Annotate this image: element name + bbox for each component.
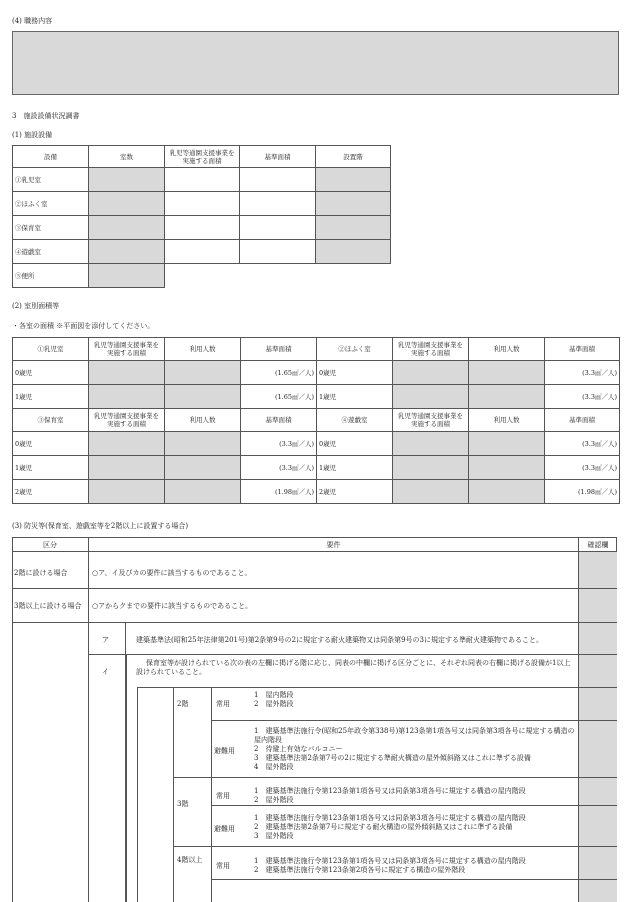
- f2-floor-label: 2階: [177, 700, 189, 708]
- standard-area-value: (3.3㎡／人): [545, 456, 620, 480]
- f2-evac-item: 1 建築基準法施行令(昭和25年政令第338号)第123条第1項各号又は同条第3項各号に規定する構造の屋内階段: [254, 727, 575, 744]
- facilities-cell[interactable]: [89, 264, 165, 288]
- age-label: 1歳児: [13, 385, 89, 409]
- f3-normal-item: 2 屋外階段: [254, 796, 294, 804]
- facilities-cell[interactable]: [316, 192, 391, 216]
- room-title: ①乳児室: [13, 338, 89, 361]
- col-standard-header: 基準面積: [545, 338, 620, 361]
- f3-evac-item: 2 建築基準法第2条第7号に規定する耐火構造の屋外傾斜路又はこれに準ずる設備: [254, 823, 513, 831]
- requirement-i-text: 保育室等が設けられている次の表の左欄に掲げる階に応じ、同表の中欄に掲げる区分ごとに、それぞれ同表の右欄に掲げる設備が1以上設けられていること。: [136, 659, 571, 676]
- standard-area-value: (3.3㎡／人): [545, 361, 620, 385]
- col-users-header: 利用人数: [165, 338, 241, 361]
- facilities-cell[interactable]: [165, 216, 240, 240]
- f2-normal-item: 1 屋内階段: [254, 691, 294, 699]
- f4-normal-label: 常用: [216, 862, 230, 870]
- age-label: 1歳児: [317, 456, 393, 480]
- room-area-heading: (2) 室別面積等: [12, 302, 60, 310]
- area-cell[interactable]: [393, 456, 469, 480]
- facilities-toilet-row: [12, 263, 165, 288]
- area-cell[interactable]: [89, 361, 165, 385]
- facilities-cell[interactable]: [240, 192, 316, 216]
- f4-normal-check-cell[interactable]: [579, 847, 617, 879]
- users-cell[interactable]: [469, 480, 545, 504]
- facilities-cell[interactable]: [316, 216, 391, 240]
- users-cell[interactable]: [469, 385, 545, 409]
- facilities-heading: (1) 施設設備: [12, 131, 53, 139]
- col-area-header: 乳児等通園支援事業を実施する面積: [393, 409, 469, 432]
- standard-area-value: (3.3㎡／人): [241, 432, 317, 456]
- f3-floor-label: 3階: [177, 800, 189, 808]
- facilities-header-equipment: 設備: [13, 146, 89, 168]
- users-cell[interactable]: [469, 456, 545, 480]
- facilities-header-room-count: 室数: [89, 146, 165, 168]
- floor3-check-cell[interactable]: [579, 589, 617, 622]
- facilities-cell[interactable]: [316, 168, 391, 192]
- area-cell[interactable]: [393, 385, 469, 409]
- users-cell[interactable]: [165, 361, 241, 385]
- facilities-cell[interactable]: [240, 168, 316, 192]
- facilities-row-label: ⑤便所: [13, 264, 89, 288]
- age-label: 1歳児: [317, 385, 393, 409]
- fire-header-category: 区分: [43, 541, 57, 549]
- standard-area-value: (1.65㎡／人): [241, 361, 317, 385]
- area-cell[interactable]: [393, 432, 469, 456]
- facilities-header-floor: 設置階: [316, 146, 391, 168]
- requirement-a-text: 建築基準法(昭和25年法律第201号)第2条第9号の2に規定する耐火建築物又は同条第9号の3に規定する準耐火建築物であること。: [136, 636, 543, 644]
- fire-table: [12, 537, 618, 902]
- f4-evac-check-cell[interactable]: [579, 880, 617, 902]
- age-label: 2歳児: [317, 480, 393, 504]
- floor2-text: ○ア、イ及びカの要件に該当するものであること。: [92, 569, 252, 577]
- col-users-header: 利用人数: [469, 409, 545, 432]
- standard-area-value: (1.65㎡／人): [241, 385, 317, 409]
- facilities-cell[interactable]: [89, 216, 165, 240]
- f2-normal-item: 2 屋外階段: [254, 700, 294, 708]
- requirement-a-check-cell[interactable]: [579, 623, 617, 654]
- f2-evac-item: 2 待避上有効なバルコニー: [254, 745, 343, 753]
- standard-area-value: (3.3㎡／人): [545, 385, 620, 409]
- age-label: 1歳児: [13, 456, 89, 480]
- age-label: 2歳児: [13, 480, 89, 504]
- col-standard-header: 基準面積: [241, 409, 317, 432]
- f3-normal-label: 常用: [216, 792, 230, 800]
- facilities-cell[interactable]: [89, 168, 165, 192]
- col-area-header: 乳児等通園支援事業を実施する面積: [89, 338, 165, 361]
- facilities-header-standard-area: 基準面積: [240, 146, 316, 168]
- facilities-cell[interactable]: [165, 168, 240, 192]
- floor2-label: 2階に設ける場合: [14, 569, 68, 577]
- users-cell[interactable]: [165, 432, 241, 456]
- facilities-row-label: ②ほふく室: [13, 192, 89, 216]
- room-area-note: ・各室の面積 ※平面図を添付してください。: [12, 322, 155, 330]
- standard-area-value: (1.98㎡／人): [241, 480, 317, 504]
- f3-normal-item: 1 建築基準法施行令第123条第1項各号又は同条第3項各号に規定する構造の屋内階段: [254, 787, 526, 795]
- f2-normal-check-cell[interactable]: [579, 688, 617, 720]
- standard-area-value: (1.98㎡／人): [545, 480, 620, 504]
- facilities-cell[interactable]: [165, 192, 240, 216]
- area-cell[interactable]: [89, 432, 165, 456]
- users-cell[interactable]: [165, 385, 241, 409]
- fire-header-check: 確認欄: [587, 541, 609, 549]
- requirement-i-check-cell[interactable]: [579, 655, 617, 687]
- age-label: 0歳児: [13, 432, 89, 456]
- f3-evac-item: 3 屋外階段: [254, 832, 294, 840]
- facilities-cell[interactable]: [89, 240, 165, 264]
- f3-normal-check-cell[interactable]: [579, 778, 617, 805]
- facilities-row-label: ③保育室: [13, 216, 89, 240]
- standard-area-value: (3.3㎡／人): [241, 456, 317, 480]
- duties-heading: (4) 職務内容: [12, 17, 53, 25]
- f2-evac-item: 4 屋外階段: [254, 763, 294, 771]
- requirement-i-mark: イ: [102, 668, 109, 676]
- area-cell[interactable]: [89, 456, 165, 480]
- facilities-cell[interactable]: [240, 240, 316, 264]
- users-cell[interactable]: [165, 456, 241, 480]
- facilities-row-label: ④遊戯室: [13, 240, 89, 264]
- requirement-a-mark: ア: [102, 636, 109, 644]
- room-title: ④遊戯室: [317, 409, 393, 432]
- col-standard-header: 基準面積: [545, 409, 620, 432]
- facilities-row-label: ①乳児室: [13, 168, 89, 192]
- facilities-cell[interactable]: [240, 216, 316, 240]
- standard-area-value: (3.3㎡／人): [545, 432, 620, 456]
- facilities-cell[interactable]: [316, 240, 391, 264]
- f2-evac-label: 避難用: [214, 747, 235, 755]
- f4-normal-item: 2 建築基準法施行令第123条第2項各号に規定する構造の屋外階段: [254, 866, 466, 874]
- duties-content-field[interactable]: [12, 31, 619, 95]
- age-label: 0歳児: [317, 361, 393, 385]
- f4-floor-label: 4階以上: [177, 856, 203, 864]
- col-users-header: 利用人数: [165, 409, 241, 432]
- facilities-cell[interactable]: [89, 192, 165, 216]
- f2-normal-label: 常用: [216, 700, 230, 708]
- area-cell[interactable]: [393, 480, 469, 504]
- facilities-header-area: 乳児等通園支援事業を実施する面積: [165, 146, 240, 168]
- floor3-label: 3階以上に設ける場合: [14, 602, 82, 610]
- f2-evac-item: 3 建築基準法第2条第7号の2に規定する準耐火構造の屋外傾斜路又はこれに準ずる設備: [254, 754, 531, 762]
- age-label: 0歳児: [317, 432, 393, 456]
- area-cell[interactable]: [89, 385, 165, 409]
- users-cell[interactable]: [469, 361, 545, 385]
- fire-header-requirement: 要件: [326, 541, 341, 549]
- area-cell[interactable]: [393, 361, 469, 385]
- users-cell[interactable]: [165, 480, 241, 504]
- area-cell[interactable]: [89, 480, 165, 504]
- fire-heading: (3) 防災等(保育室、遊戯室等を2階以上に設置する場合): [12, 522, 189, 530]
- f2-evac-check-cell[interactable]: [579, 721, 617, 777]
- f4-normal-item: 1 建築基準法施行令第123条第1項各号又は同条第3項各号に規定する構造の屋内階段: [254, 857, 526, 865]
- room-title: ③保育室: [13, 409, 89, 432]
- room-area-table: [12, 337, 620, 504]
- col-standard-header: 基準面積: [241, 338, 317, 361]
- section3-heading: 3 施設設備状況調書: [12, 112, 80, 120]
- facilities-table: [12, 145, 391, 264]
- facilities-cell[interactable]: [165, 240, 240, 264]
- f3-evac-item: 1 建築基準法施行令第123条第1項各号又は同条第3項各号に規定する構造の屋内階段: [254, 814, 526, 822]
- f3-evac-label: 避難用: [214, 825, 235, 833]
- col-users-header: 利用人数: [469, 338, 545, 361]
- col-area-header: 乳児等通園支援事業を実施する面積: [89, 409, 165, 432]
- room-title: ②ほふく室: [317, 338, 393, 361]
- col-area-header: 乳児等通園支援事業を実施する面積: [393, 338, 469, 361]
- f3-evac-check-cell[interactable]: [579, 806, 617, 846]
- floor3-text: ○アからクまでの要件に該当するものであること。: [92, 602, 253, 610]
- age-label: 0歳児: [13, 361, 89, 385]
- users-cell[interactable]: [469, 432, 545, 456]
- floor2-check-cell[interactable]: [579, 552, 617, 588]
